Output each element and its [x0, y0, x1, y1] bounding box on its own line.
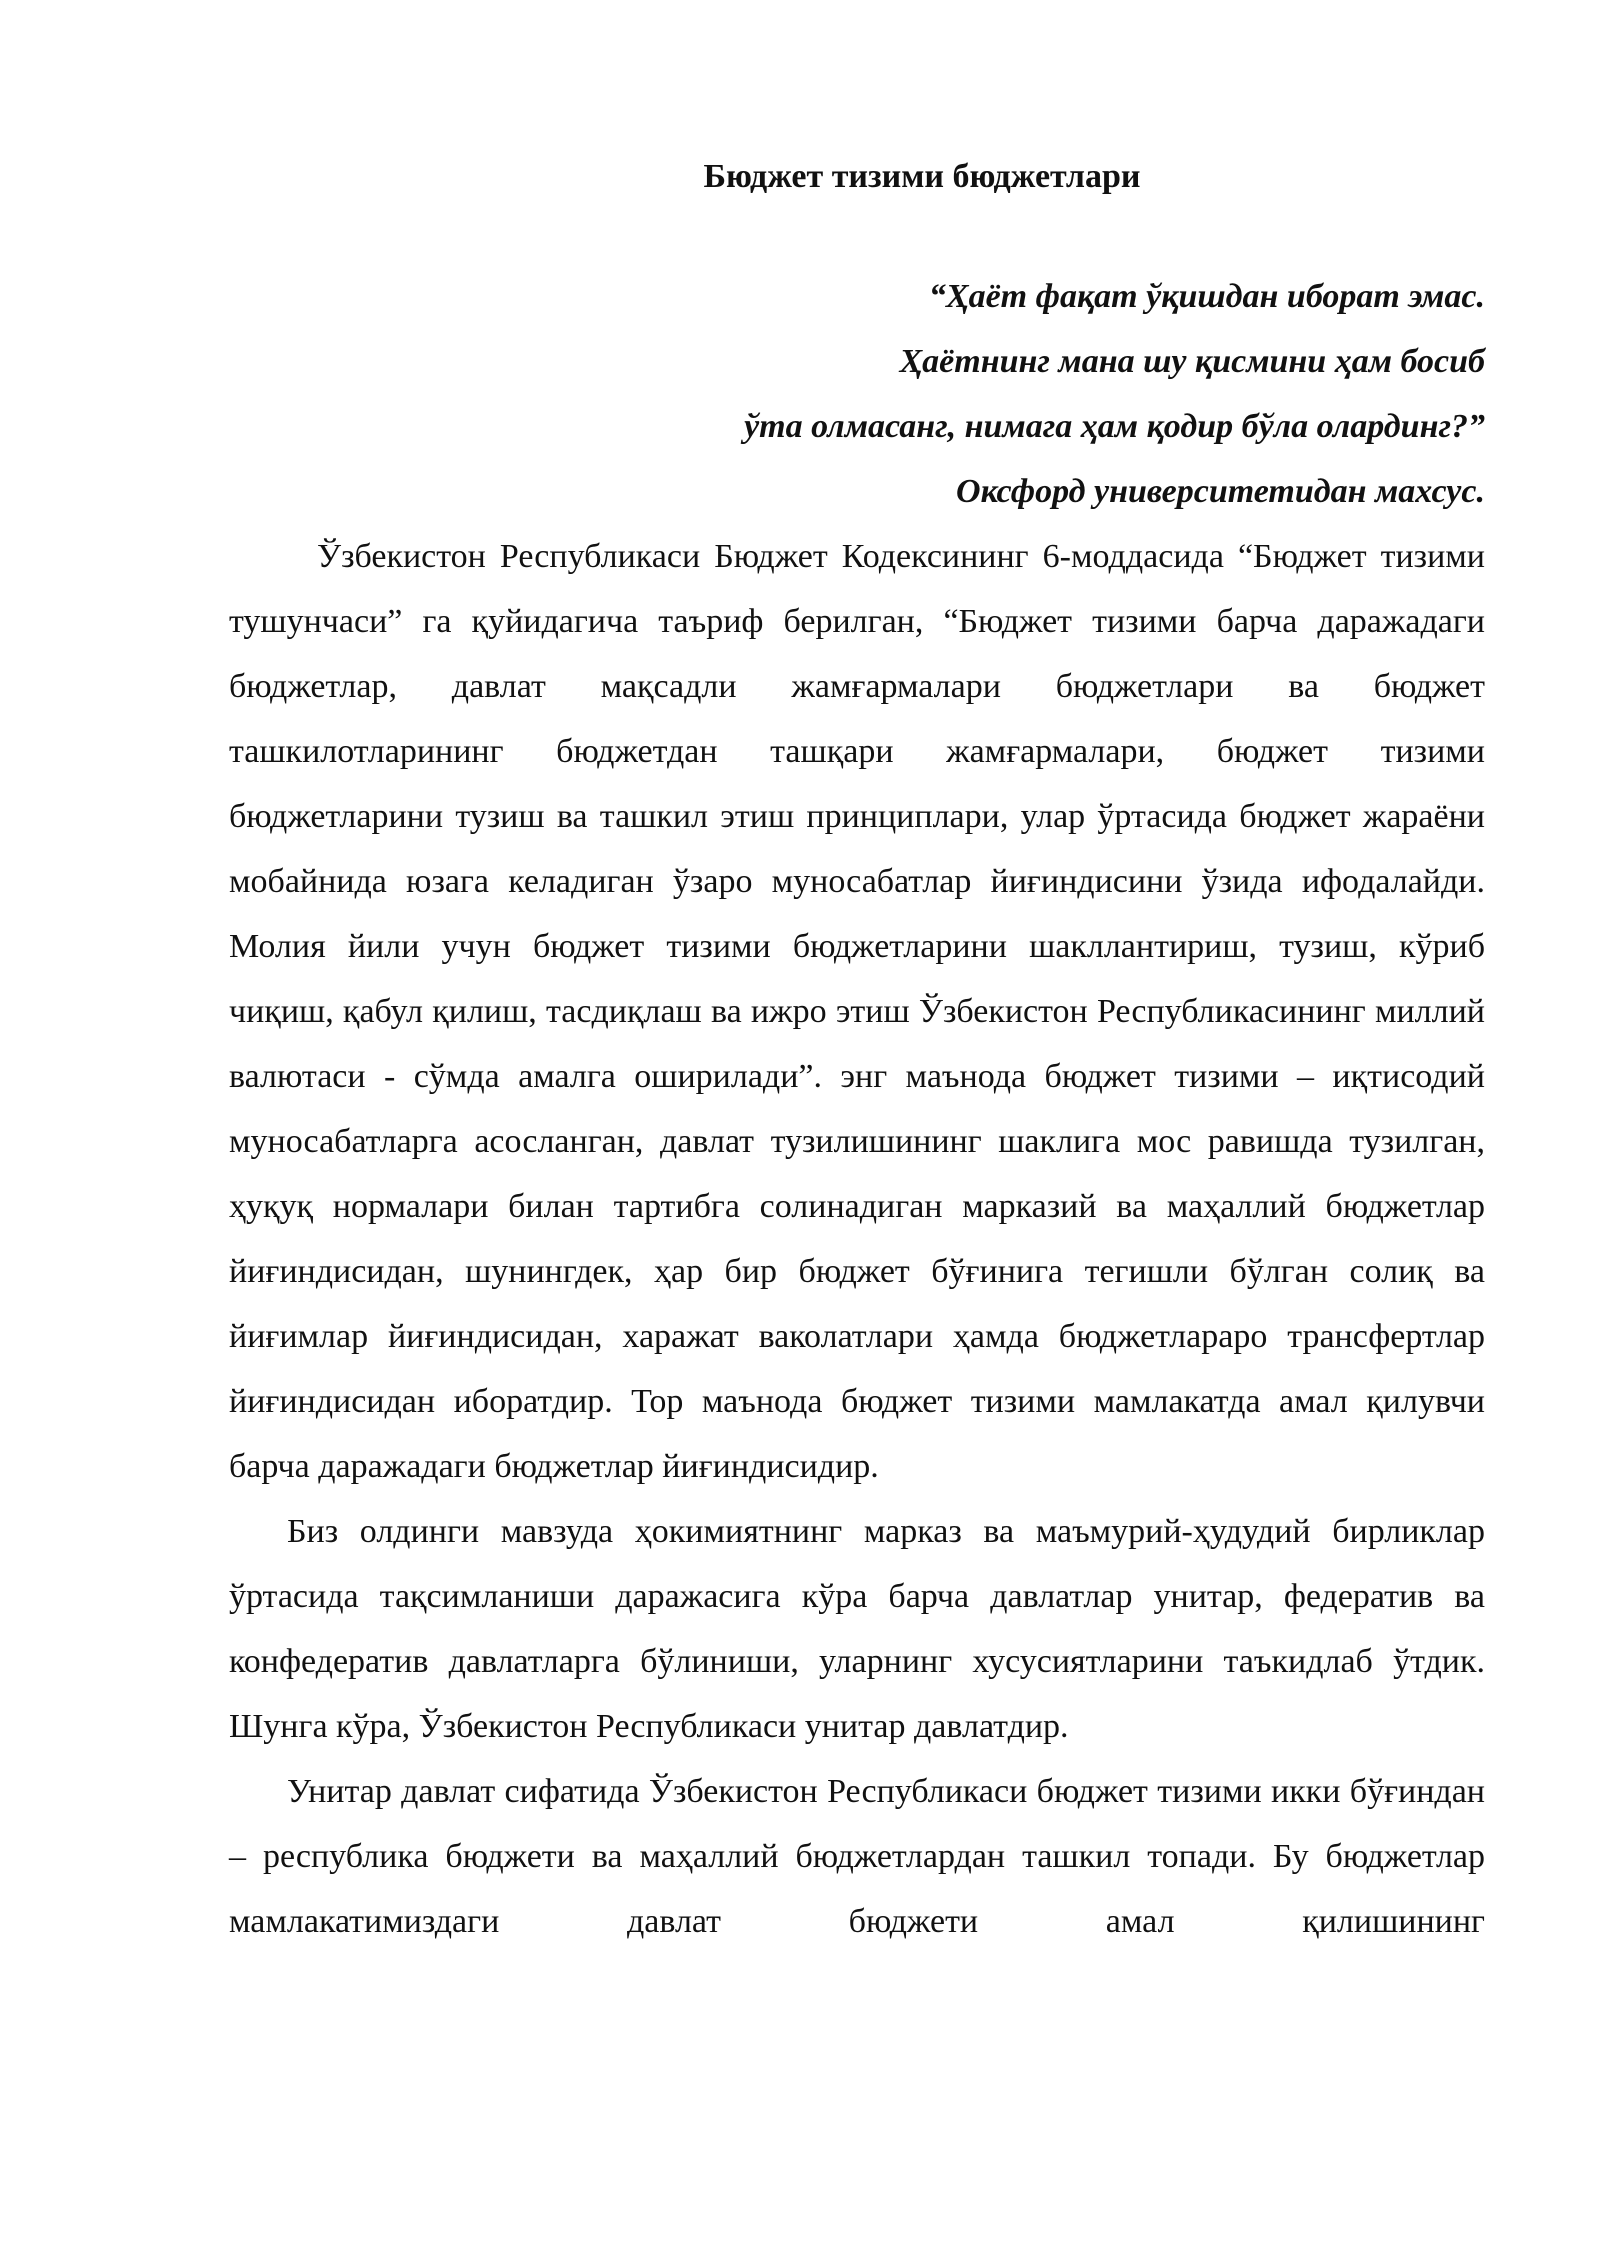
epigraph-line-3: ўта олмасанг, нимага ҳам қодир бўла олардинг?”	[744, 408, 1485, 445]
epigraph-line-2: Ҳаётнинг мана шу қисмини ҳам босиб	[899, 343, 1485, 380]
document-body	[229, 150, 1485, 1954]
epigraph	[229, 264, 1485, 524]
epigraph-attribution: Оксфорд университетидан махсус.	[956, 473, 1485, 510]
paragraph-1: Ўзбекистон Республикаси Бюджет Кодексининг 6-моддасида “Бюджет тизими тушунчаси” га қуйидагича таъриф берилган, “Бюджет тизими барча даражадаги бюджетлар, давлат мақсадли жамғармалари бюджетлари ва бюджет ташкилотларининг бюджетдан ташқари жамғармалари, бюджет тизими бюджетларини тузиш ва ташкил этиш принциплари, улар ўртасида бюджет жараёни мобайнида юзага келадиган ўзаро муносабатлар йиғиндисини ўзида ифодалайди. Молия йили учун бюджет тизими бюджетларини шакллантириш, тузиш, кўриб чиқиш, қабул қилиш, тасдиқлаш ва ижро этиш Ўзбекистон Республикасининг миллий валютаси - сўмда амалга оширилади”. энг маънода бюджет тизими – иқтисодий муносабатларга асосланган, давлат тузилишининг шаклига мос равишда тузилган, ҳуқуқ нормалари билан тартибга солинадиган марказий ва маҳаллий бюджетлар йиғиндисидан, шунингдек, ҳар бир бюджет бўғинига тегишли бўлган солиқ ва йиғимлар йиғиндисидан, харажат ваколатлари ҳамда бюджетлараро трансфертлар йиғиндисидан иборатдир. Тор маънода бюджет тизими мамлакатда амал қилувчи барча даражадаги бюджетлар йиғиндисидир.	[229, 538, 1485, 1485]
document-title: Бюджет тизими бюджетлари	[703, 158, 1141, 195]
paragraph-2: Биз олдинги мавзуда ҳокимиятнинг марказ ва маъмурий-ҳудудий бирликлар ўртасида тақсимланиши даражасига кўра барча давлатлар унитар, федератив ва конфедератив давлатларга бўлиниши, уларнинг хусусиятларини таъкидлаб ўтдик. Шунга кўра, Ўзбекистон Республикаси унитар давлатдир.	[229, 1513, 1485, 1745]
paragraph-3: Унитар давлат сифатида Ўзбекистон Республикаси бюджет тизими икки бўғиндан – республика бюджети ва маҳаллий бюджетлардан ташкил топади. Бу бюджетлар мамлакатимиздаги давлат бюджети амал қилишининг	[229, 1773, 1485, 1940]
epigraph-line-1: “Ҳаёт фақат ўқишдан иборат эмас.	[928, 278, 1485, 315]
